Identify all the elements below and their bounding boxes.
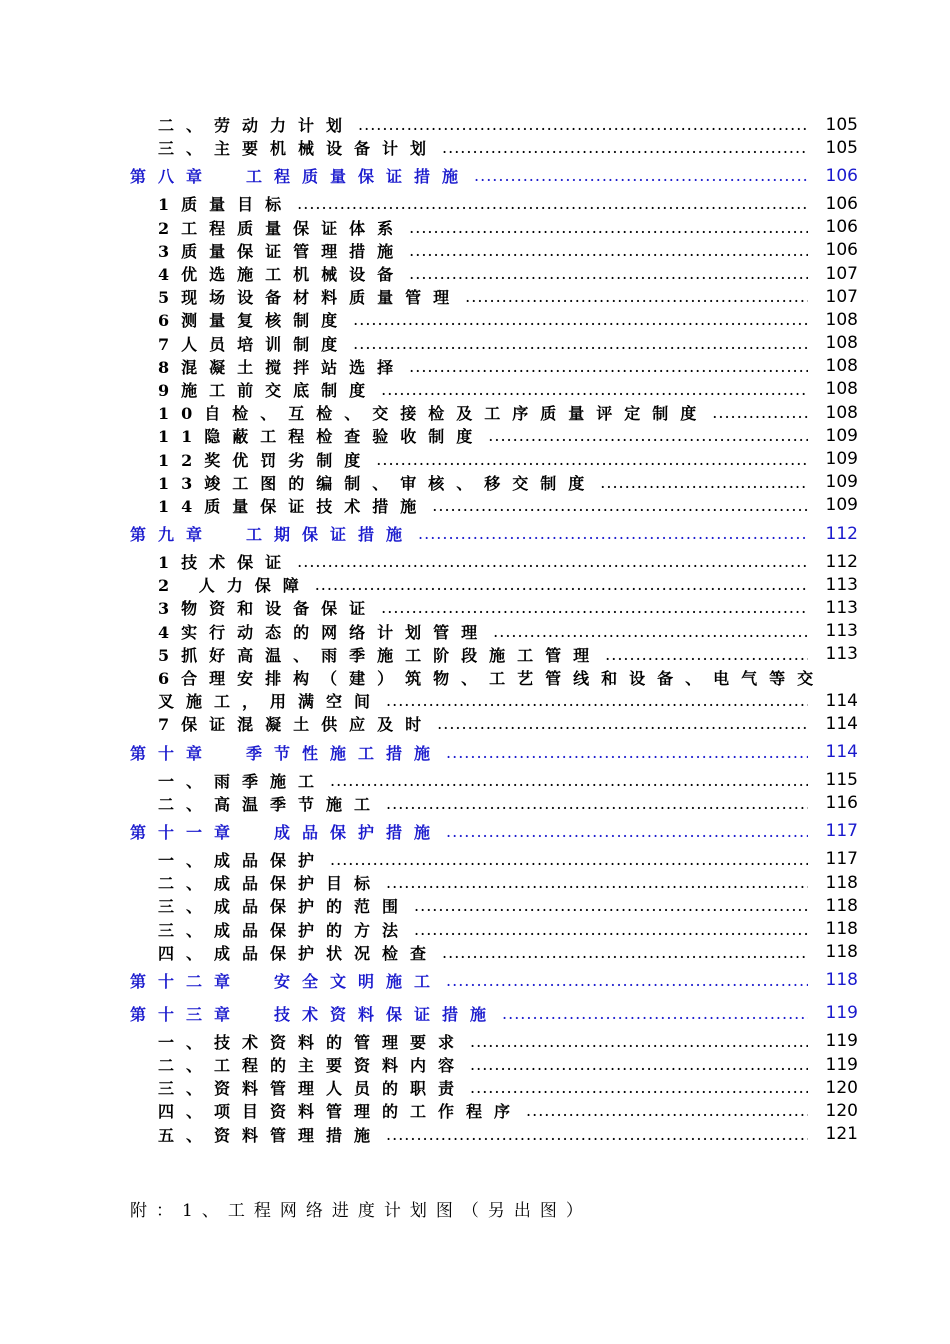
page-number: 106 [825, 217, 858, 238]
page-number: 108 [825, 356, 858, 377]
page-number: 120 [825, 1077, 858, 1098]
dot-leader [297, 194, 808, 213]
dot-leader [330, 850, 808, 869]
toc-entry[interactable] [0, 550, 950, 573]
toc-entry-label: 三、资料管理人员的职责 [158, 1079, 467, 1099]
toc-entry-label: 12奖优罚劣制度 [158, 450, 373, 470]
toc-entry-label: 1技术保证 [158, 553, 294, 573]
dot-leader [381, 380, 808, 399]
toc-entry[interactable] [0, 894, 950, 917]
page-number: 113 [825, 621, 858, 642]
page-number: 107 [825, 286, 858, 307]
toc-entry-label: 一、成品保护 [158, 850, 327, 870]
chapter-heading [130, 522, 418, 545]
dot-leader [414, 896, 808, 915]
toc-entry[interactable] [0, 285, 950, 308]
toc-chapter[interactable] [0, 736, 950, 769]
toc-entry[interactable] [0, 332, 950, 355]
chapter-heading [130, 820, 446, 843]
toc-entry-label: 1质量目标 [158, 195, 294, 215]
toc-entry[interactable] [0, 494, 950, 517]
toc-entry[interactable] [0, 1053, 950, 1076]
page-number: 112 [825, 551, 858, 572]
page-number: 113 [825, 574, 858, 595]
page-number: 109 [825, 495, 858, 516]
chapter-title: 安全文明施工 [274, 971, 443, 991]
page-number: 109 [825, 472, 858, 493]
dot-leader [297, 552, 808, 571]
dot-leader [605, 645, 808, 664]
page-number: 119 [825, 1031, 858, 1052]
toc-entry-label: 二、工程的主要资料内容 [158, 1056, 467, 1076]
toc-entry-label: 三、成品保护的范围 [158, 897, 411, 917]
toc-entry[interactable] [0, 848, 950, 871]
toc-entry[interactable] [0, 192, 950, 215]
page-number: 109 [825, 425, 858, 446]
dot-leader [465, 287, 808, 306]
toc-entry-label: 2 人力保障 [158, 576, 311, 596]
toc-chapter[interactable] [0, 517, 950, 550]
toc-entry-label: 2工程质量保证体系 [158, 218, 406, 238]
toc-chapter[interactable] [0, 815, 950, 848]
table-of-contents [0, 113, 950, 1146]
toc-entry-label: 7人员培训制度 [158, 334, 350, 354]
page-number: 108 [825, 379, 858, 400]
toc-entry[interactable] [0, 471, 950, 494]
dot-leader [446, 971, 808, 990]
toc-chapter[interactable] [0, 159, 950, 192]
dot-leader [446, 743, 808, 762]
dot-leader [470, 1032, 808, 1051]
toc-entry-label: 叉施工，用满空间 [158, 692, 383, 712]
page-number: 118 [825, 895, 858, 916]
page-number: 106 [825, 240, 858, 261]
toc-entry[interactable] [0, 401, 950, 424]
toc-entry-label: 6测量复核制度 [158, 311, 350, 331]
toc-entry[interactable] [0, 216, 950, 239]
page-number: 117 [825, 849, 858, 870]
dot-leader [712, 403, 808, 422]
dot-leader [488, 426, 808, 445]
page-number: 116 [825, 793, 858, 814]
page-number: 108 [825, 402, 858, 423]
toc-entry[interactable] [0, 308, 950, 331]
chapter-number: 第十章 [130, 743, 215, 763]
toc-entry-label: 14质量保证技术措施 [158, 496, 429, 516]
dot-leader [470, 1078, 808, 1097]
toc-entry-label: 3质量保证管理措施 [158, 241, 406, 261]
toc-entry[interactable] [0, 871, 950, 894]
dot-leader [409, 241, 808, 260]
toc-entry[interactable] [0, 262, 950, 285]
toc-entry[interactable] [0, 620, 950, 643]
page-number: 117 [825, 821, 858, 842]
dot-leader [353, 310, 808, 329]
toc-entry[interactable] [0, 596, 950, 619]
toc-entry[interactable] [0, 792, 950, 815]
toc-entry[interactable] [0, 1076, 950, 1099]
chapter-number: 第九章 [130, 525, 215, 544]
dot-leader [418, 524, 808, 543]
toc-entry[interactable] [0, 113, 950, 136]
dot-leader [446, 822, 808, 841]
page-number: 114 [825, 713, 858, 734]
chapter-heading [130, 1002, 502, 1025]
toc-entry[interactable] [0, 1123, 950, 1146]
toc-entry[interactable] [0, 573, 950, 596]
dot-leader [386, 691, 808, 710]
dot-leader [600, 473, 808, 492]
dot-leader [386, 873, 808, 892]
page-number: 121 [825, 1124, 858, 1145]
toc-entry[interactable] [0, 355, 950, 378]
toc-chapter[interactable] [0, 997, 950, 1030]
dot-leader [526, 1101, 808, 1120]
toc-entry-label: 五、资料管理措施 [158, 1125, 383, 1145]
chapter-title: 技术资料保证措施 [274, 1004, 499, 1024]
chapter-heading [130, 741, 446, 764]
toc-entry[interactable] [0, 941, 950, 964]
page-number: 118 [825, 970, 858, 991]
dot-leader [493, 622, 808, 641]
chapter-number: 第八章 [130, 167, 215, 187]
chapter-title: 成品保护措施 [274, 822, 443, 842]
chapter-heading [130, 164, 474, 187]
page-number: 118 [825, 942, 858, 963]
dot-leader [470, 1055, 808, 1074]
chapter-title: 工期保证措施 [246, 525, 415, 544]
toc-entry[interactable] [0, 1030, 950, 1053]
page-number: 112 [825, 523, 858, 544]
toc-entry[interactable] [0, 689, 950, 712]
toc-entry-label: 四、项目资料管理的工作程序 [158, 1102, 523, 1122]
toc-entry[interactable] [0, 712, 950, 735]
page-number: 114 [825, 690, 858, 711]
toc-entry[interactable] [0, 769, 950, 792]
toc-entry[interactable] [0, 1099, 950, 1122]
dot-leader [502, 1004, 808, 1023]
toc-entry[interactable] [0, 239, 950, 262]
toc-entry[interactable] [0, 643, 950, 666]
toc-entry-label: 5现场设备材料质量管理 [158, 288, 462, 308]
dot-leader [386, 794, 808, 813]
page-number: 118 [825, 872, 858, 893]
toc-entry-label: 一、雨季施工 [158, 771, 327, 791]
dot-leader [386, 1125, 808, 1144]
toc-entry-label: 三、主要机械设备计划 [158, 139, 439, 159]
toc-entry[interactable] [0, 136, 950, 159]
toc-entry[interactable] [0, 424, 950, 447]
dot-leader [409, 357, 808, 376]
dot-leader [414, 920, 808, 939]
toc-entry-label: 11隐蔽工程检查验收制度 [158, 427, 485, 447]
toc-entry-label: 二、高温季节施工 [158, 794, 383, 814]
toc-entry-label: 四、成品保护状况检查 [158, 943, 439, 963]
page-number: 119 [825, 1054, 858, 1075]
toc-entry-label-line: 6合理安排构（建）筑物、工艺管线和设备、电气等交 [158, 669, 826, 689]
dot-leader [442, 138, 808, 157]
toc-entry-label: 13竣工图的编制、审核、移交制度 [158, 473, 597, 493]
dot-leader [330, 771, 808, 790]
toc-entry[interactable] [0, 378, 950, 401]
chapter-title: 工程质量保证措施 [246, 167, 471, 187]
page-number: 108 [825, 309, 858, 330]
chapter-number: 第十二章 [130, 971, 243, 991]
page-number: 119 [825, 1003, 858, 1024]
dot-leader [381, 598, 808, 617]
toc-entry-label: 10自检、互检、交接检及工序质量评定制度 [158, 404, 709, 424]
chapter-number: 第十一章 [130, 822, 243, 842]
toc-entry[interactable] [0, 917, 950, 940]
dot-leader [409, 264, 808, 283]
chapter-heading [130, 969, 446, 992]
dot-leader [437, 714, 808, 733]
chapter-number: 第十三章 [130, 1004, 243, 1024]
toc-entry-label: 三、成品保护的方法 [158, 920, 411, 940]
page-number: 106 [825, 193, 858, 214]
page-number: 109 [825, 449, 858, 470]
chapter-title: 季节性施工措施 [246, 743, 443, 763]
page-number: 106 [825, 165, 858, 186]
toc-entry-label: 二、劳动力计划 [158, 116, 355, 136]
toc-entry-label: 4优选施工机械设备 [158, 265, 406, 285]
dot-leader [353, 334, 808, 353]
page-number: 114 [825, 742, 858, 762]
dot-leader [442, 943, 808, 962]
toc-entry-label: 3物资和设备保证 [158, 599, 378, 619]
dot-leader [409, 218, 808, 237]
appendix-note: 附：1、工程网络进度计划图（另出图） [130, 1201, 592, 1221]
toc-entry[interactable] [0, 447, 950, 470]
toc-entry-label: 二、成品保护目标 [158, 874, 383, 894]
page-number: 120 [825, 1100, 858, 1121]
dot-leader [474, 166, 808, 185]
dot-leader [432, 496, 808, 515]
page-number: 113 [825, 644, 858, 665]
dot-leader [376, 450, 808, 469]
page-number: 108 [825, 333, 858, 354]
page-number: 105 [825, 137, 858, 158]
dot-leader [358, 115, 808, 134]
page-number: 113 [825, 597, 858, 618]
toc-entry-label: 5抓好高温、雨季施工阶段施工管理 [158, 645, 602, 665]
dot-leader [315, 575, 808, 594]
page-number: 115 [825, 770, 858, 791]
toc-entry-label: 8混凝土搅拌站选择 [158, 357, 406, 377]
toc-entry-label: 一、技术资料的管理要求 [158, 1032, 467, 1052]
page-number: 118 [825, 919, 858, 940]
toc-entry-label: 9施工前交底制度 [158, 380, 378, 400]
toc-entry-label: 4实行动态的网络计划管理 [158, 622, 490, 642]
toc-entry-label: 7保证混凝土供应及时 [158, 715, 434, 735]
page-number: 107 [825, 263, 858, 284]
toc-chapter[interactable] [0, 964, 950, 997]
page-number: 105 [825, 114, 858, 135]
